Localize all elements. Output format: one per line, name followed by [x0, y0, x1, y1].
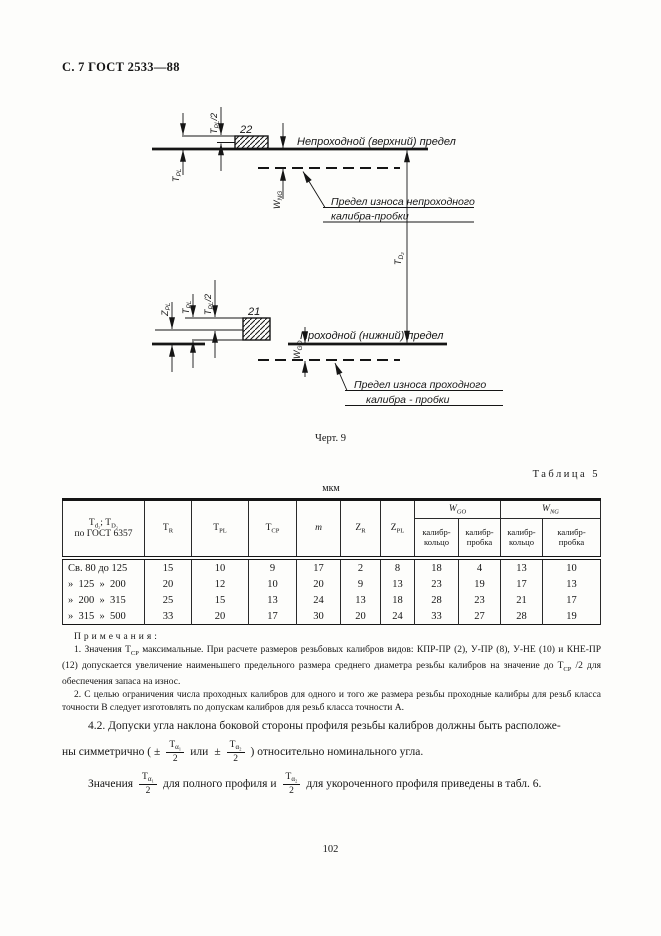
zone-label-22: 22	[240, 124, 253, 136]
value-cell: 2	[341, 558, 381, 576]
value-cell: 18	[381, 592, 415, 608]
value-cell: 13	[249, 592, 297, 608]
value-cell: 30	[297, 608, 341, 625]
value-cell: 20	[297, 576, 341, 592]
page-header: С. 7 ГОСТ 2533—88	[62, 60, 180, 74]
zone-label-21: 21	[248, 306, 261, 318]
value-cell: 13	[341, 592, 381, 608]
col-header-wng-plug: калибр- пробка	[543, 519, 601, 559]
leader-arrow	[303, 172, 325, 208]
wear-ng-note-line2: калибра-пробки	[331, 210, 409, 223]
value-cell: 23	[459, 592, 501, 608]
value-cell: 33	[145, 608, 192, 625]
wear-go-note-line1: Предел износа проходного	[354, 379, 487, 391]
table-caption: Таблица 5	[532, 469, 600, 480]
value-cell: 13	[501, 558, 543, 576]
range-cell: » 315 » 500	[63, 608, 145, 625]
notes-section	[62, 631, 601, 796]
upper-limit-label: Непроходной (верхний) предел	[297, 136, 456, 148]
value-cell: 10	[249, 576, 297, 592]
value-cell: 19	[543, 608, 601, 625]
col-group-wng: $W_{NG}$	[501, 500, 601, 519]
dim-label-wgo: $W_{GO}$	[292, 340, 304, 359]
page-number: 102	[322, 844, 339, 855]
fraction-t-alpha2: $\frac{Т_{\alpha_2}}{2}$	[227, 740, 245, 765]
value-cell: 19	[459, 576, 501, 592]
value-cell: 17	[543, 592, 601, 608]
note-1: 1. Значения $Т_{СР}$ максимальные. При расчете размеров резьбовых калибров видов: КПР-ПР (2), У-ПР (8), У-НЕ (10) и КНЕ-ПР (12) допускается увеличение наименьшего предельного размера среднего диаметра резьбы калибров на значение до $Т_{СР}$ /2 для обеспечения запаса на износ.	[62, 645, 602, 687]
wear-ng-note-line1: Предел износа непроходного	[331, 196, 475, 208]
gauge-tolerance-diagram	[0, 95, 661, 455]
col-header-zr: $Z_R$	[341, 500, 381, 559]
table-row	[63, 592, 601, 608]
fraction-t-alpha1: $\frac{Т_{\alpha_1}}{2}$	[139, 772, 157, 797]
range-cell: » 200 » 315	[63, 592, 145, 608]
range-cell: » 125 » 200	[63, 576, 145, 592]
col-header-m: m	[297, 500, 341, 559]
value-cell: 8	[381, 558, 415, 576]
value-cell: 10	[192, 558, 249, 576]
value-cell: 21	[501, 592, 543, 608]
col-header-wgo-ring: калибр- кольцо	[415, 519, 459, 559]
value-cell: 20	[145, 576, 192, 592]
value-cell: 20	[341, 608, 381, 625]
tolerance-box-21	[243, 318, 270, 340]
range-cell: Св. 80 до 125	[63, 558, 145, 576]
value-cell: 18	[415, 558, 459, 576]
value-cell: 24	[381, 608, 415, 625]
col-header-tr: $Т_R$	[145, 500, 192, 559]
notes-title: Примечания:	[74, 632, 160, 642]
value-cell: 28	[415, 592, 459, 608]
tolerance-box-22	[235, 136, 268, 149]
dim-label-tpl-top: $T_{PL}$	[171, 168, 183, 182]
value-cell: 12	[192, 576, 249, 592]
value-cell: 24	[297, 592, 341, 608]
dim-label-td2: $T_{D_2}$	[393, 252, 405, 265]
value-cell: 9	[341, 576, 381, 592]
dim-label-tpl-half-bottom: $T_{PL}/2$	[203, 294, 215, 315]
dim-label-tpl-half-top: $T_{PL}/2$	[209, 113, 221, 134]
lower-limit-label: Проходной (нижний) предел	[300, 330, 444, 342]
clause-4-2-formula: ны симметрично ( ± $\frac{Т_{\alpha_1}}{2}$ или ± $\frac{Т_{\alpha_2}}{2}$ ) относительно номинального угла.	[62, 739, 424, 764]
col-header-zpl: $Z_{PL}$	[381, 500, 415, 559]
wear-go-note-line2: калибра - пробки	[366, 394, 450, 406]
fraction-t-alpha2: $\frac{Т_{\alpha_2}}{2}$	[283, 772, 301, 797]
dim-label-wng: $W_{NG}$	[272, 190, 284, 209]
table-unit-label: мкм	[322, 483, 340, 494]
value-cell: 17	[297, 558, 341, 576]
value-cell: 15	[192, 592, 249, 608]
dim-label-tpl-bottom: $T_{PL}$	[181, 300, 193, 314]
tolerance-table	[62, 498, 601, 625]
value-cell: 17	[249, 608, 297, 625]
value-cell: 28	[501, 608, 543, 625]
fraction-t-alpha1: $\frac{Т_{\alpha_1}}{2}$	[166, 740, 184, 765]
col-header-wgo-plug: калибр- пробка	[459, 519, 501, 559]
value-cell: 9	[249, 558, 297, 576]
value-cell: 10	[543, 558, 601, 576]
value-cell: 27	[459, 608, 501, 625]
note-2: 2. С целью ограничения числа проходных калибров для одного и того же размера резьбы проходные калибры для резьб класса точности В следует изготовлять по допускам калибров для резьб класса точности А.	[62, 689, 601, 713]
figure-caption: Черт. 9	[315, 433, 346, 444]
col-header-wng-ring: калибр- кольцо	[501, 519, 543, 559]
col-header-tpl: $Т_{PL}$	[192, 500, 249, 559]
col-group-wgo: $W_{GO}$	[415, 500, 501, 519]
value-cell: 4	[459, 558, 501, 576]
value-cell: 33	[415, 608, 459, 625]
dim-label-zpl: $Z_{PL}$	[160, 302, 172, 316]
value-cell: 13	[543, 576, 601, 592]
table-row	[63, 576, 601, 592]
leader-arrow	[335, 363, 347, 391]
clause-4-2-reference: Значения $\frac{Т_{\alpha_1}}{2}$ для полного профиля и $\frac{Т_{\alpha_2}}{2}$ для укороченного профиля приведены в табл. 6.	[88, 771, 542, 796]
table-row	[63, 558, 601, 576]
value-cell: 23	[415, 576, 459, 592]
clause-4-2: 4.2. Допуски угла наклона боковой стороны профиля резьбы калибров должны быть расположе-	[88, 719, 561, 732]
value-cell: 25	[145, 592, 192, 608]
value-cell: 20	[192, 608, 249, 625]
col-header-range: $Т_{d_2}$; $Т_{D_2}$ по ГОСТ 6357	[63, 500, 145, 559]
table-row	[63, 608, 601, 625]
value-cell: 17	[501, 576, 543, 592]
col-header-tcp: $Т_{СР}$	[249, 500, 297, 559]
value-cell: 13	[381, 576, 415, 592]
value-cell: 15	[145, 558, 192, 576]
